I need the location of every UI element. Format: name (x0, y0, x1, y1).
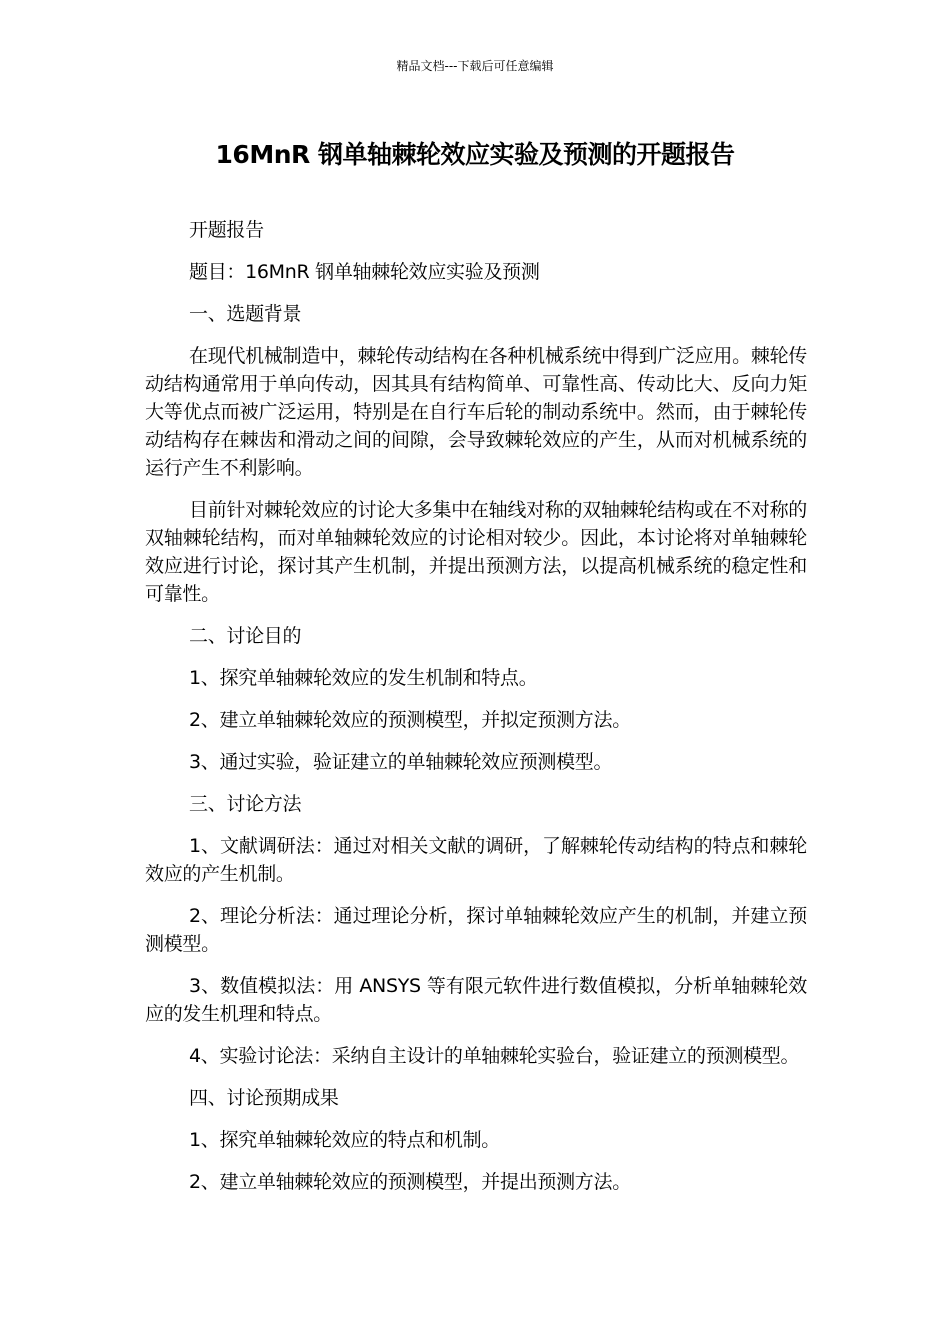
report-label: 开题报告 (189, 219, 264, 241)
method-item-4: 4、实验讨论法：采纳自主设计的单轴棘轮实验台，验证建立的预测模型。 (189, 1045, 800, 1067)
section-heading-methods: 三、讨论方法 (189, 793, 302, 815)
method-item-2: 2、理论分析法：通过理论分析，探讨单轴棘轮效应产生的机制，并建立预测模型。 (145, 905, 807, 955)
document-body (145, 216, 807, 1210)
document-title: 16MnR 钢单轴棘轮效应实验及预测的开题报告 (215, 140, 735, 169)
result-item-1: 1、探究单轴棘轮效应的特点和机制。 (189, 1129, 500, 1151)
purpose-item-1: 1、探究单轴棘轮效应的发生机制和特点。 (189, 667, 538, 689)
topic-line: 题目：16MnR 钢单轴棘轮效应实验及预测 (189, 261, 540, 283)
section-heading-expected-results: 四、讨论预期成果 (189, 1087, 339, 1109)
method-item-3: 3、数值模拟法：用 ANSYS 等有限元软件进行数值模拟，分析单轴棘轮效应的发生机理和特点。 (145, 975, 807, 1025)
section-heading-background: 一、选题背景 (189, 303, 302, 325)
page-header-watermark: 精品文档---下载后可任意编辑 (396, 59, 554, 73)
background-paragraph-2: 目前针对棘轮效应的讨论大多集中在轴线对称的双轴棘轮结构或在不对称的双轴棘轮结构，而对单轴棘轮效应的讨论相对较少。因此，本讨论将对单轴棘轮效应进行讨论，探讨其产生机制，并提出预测方法，以提高机械系统的稳定性和可靠性。 (145, 499, 807, 605)
background-paragraph-1: 在现代机械制造中，棘轮传动结构在各种机械系统中得到广泛应用。棘轮传动结构通常用于单向传动，因其具有结构简单、可靠性高、传动比大、反向力矩大等优点而被广泛运用，特别是在自行车后轮的制动系统中。然而，由于棘轮传动结构存在棘齿和滑动之间的间隙，会导致棘轮效应的产生，从而对机械系统的运行产生不利影响。 (145, 345, 807, 479)
purpose-item-2: 2、建立单轴棘轮效应的预测模型，并拟定预测方法。 (189, 709, 631, 731)
method-item-1: 1、文献调研法：通过对相关文献的调研，了解棘轮传动结构的特点和棘轮效应的产生机制。 (145, 835, 807, 885)
result-item-2: 2、建立单轴棘轮效应的预测模型，并提出预测方法。 (189, 1171, 631, 1193)
purpose-item-3: 3、通过实验，验证建立的单轴棘轮效应预测模型。 (189, 751, 613, 773)
section-heading-purpose: 二、讨论目的 (189, 625, 302, 647)
